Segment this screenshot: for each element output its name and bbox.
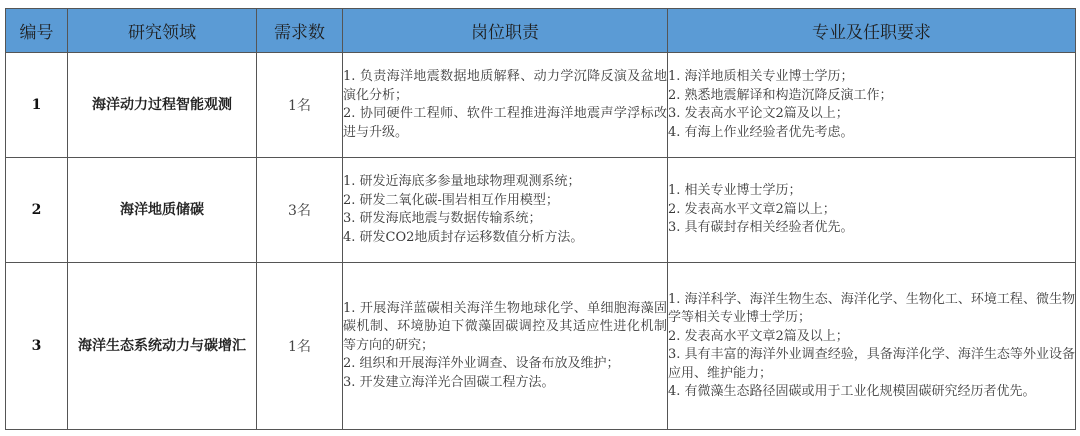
row-headcount: 1名 [257,53,343,158]
duty-item: 2. 组织和开展海洋外业调查、设备布放及维护； [343,356,620,372]
row-duties [343,53,668,158]
row-research-field: 海洋地质储碳 [68,158,257,263]
table-row [6,53,1076,158]
duty-item: 3. 研发海底地震与数据传输系统； [343,211,542,226]
row-research-field: 海洋生态系统动力与碳增汇 [68,263,257,430]
row-duties [343,158,668,263]
requirement-item: 4. 有海上作业经验者优先考虑。 [668,124,854,140]
header-headcount: 需求数 [257,9,343,53]
requirement-item: 2. 发表高水平文章2篇及以上； [668,328,849,344]
table-row [6,263,1076,430]
duty-item: 2. 协同硬件工程师、软件工程推进海洋地震声学浮标改进与升级。 [343,106,667,140]
duty-item: 4. 研发CO2地质封存运移数值分析方法。 [343,229,584,245]
requirement-item: 3. 具有丰富的海洋外业调查经验，具备海洋化学、海洋生态等外业设备应用、维护能力； [668,347,1075,381]
row-requirements [668,53,1076,158]
requirement-item: 2. 发表高水平文章2篇以上； [668,201,836,217]
row-id: 3 [6,263,68,430]
duty-item: 3. 开发建立海洋光合固碳工程方法。 [343,374,555,390]
duty-item: 1. 研发近海底多参量地球物理观测系统； [343,174,581,189]
duty-item: 1. 负责海洋地震数据地质解释、动力学沉降反演及盆地演化分析； [343,69,667,103]
row-requirements [668,158,1076,263]
duty-item: 2. 研发二氧化碳-围岩相互作用模型； [343,192,559,208]
header-requirements: 专业及任职要求 [668,9,1076,53]
job-requirements-table [5,8,1076,430]
row-requirements [668,263,1076,430]
row-headcount: 1名 [257,263,343,430]
header-research-field: 研究领域 [68,9,257,53]
requirement-item: 4. 有微藻生态路径固碳或用于工业化规模固碳研究经历者优先。 [668,384,1036,399]
duty-item: 1. 开展海洋蓝碳相关海洋生物地球化学、单细胞海藻固碳机制、环境胁迫下微藻固碳调控及其适应性进化机制等方向的研究； [343,300,667,353]
requirement-item: 3. 发表高水平论文2篇及以上； [668,106,849,121]
row-headcount: 3名 [257,158,343,263]
row-id: 1 [6,53,68,158]
requirement-item: 3. 具有碳封存相关经验者优先。 [668,220,854,236]
requirement-item: 2. 熟悉地震解译和构造沉降反演工作； [668,87,893,103]
header-duties: 岗位职责 [343,9,668,53]
header-id: 编号 [6,9,68,53]
table-header-row [6,9,1076,53]
requirement-item: 1. 相关专业博士学历； [668,183,802,199]
row-duties [343,263,668,430]
requirement-item: 1. 海洋科学、海洋生物生态、海洋化学、生物化工、环境工程、微生物学等相关专业博士学历； [668,291,1075,325]
row-id: 2 [6,158,68,263]
row-research-field: 海洋动力过程智能观测 [68,53,257,158]
table-row [6,158,1076,263]
requirement-item: 1. 海洋地质相关专业博士学历； [668,69,854,84]
